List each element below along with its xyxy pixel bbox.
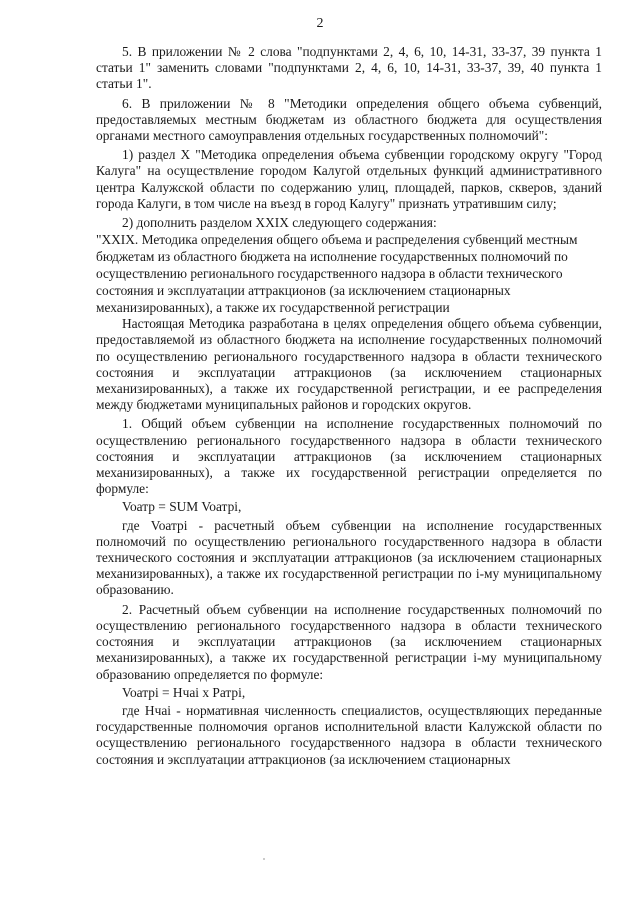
section-title-line: осуществлению регионального государственного надзора в области технического xyxy=(96,266,563,282)
section-title-line: состояния и эксплуатации аттракционов (за исключением стационарных xyxy=(96,283,511,299)
paragraph-where-2: где Нчаi - нормативная численность специалистов, осуществляющих переданные государственные полномочия органов исполнительной власти Калужской области по осуществлению регионального государственного надзора в области технического состояния и эксплуатации аттракционов (за исключением стационарных xyxy=(96,702,602,767)
formula-total: Voатр = SUM Voатрi, xyxy=(122,499,242,515)
paragraph-subitem-2: 2) дополнить разделом XXIX следующего содержания: xyxy=(122,215,437,231)
paragraph-intro: Настоящая Методика разработана в целях определения общего объема субвенции, предоставляемой из областного бюджета на исполнение государственных полномочий по осуществлению регионального государственного надзора в области технического состояния и эксплуатации аттракционов (за исключением стационарных механизированных), а также их государственной регистрации, и ее распределения между бюджетами муниципальных районов и городских округов. xyxy=(96,316,602,413)
paragraph-item-6: 6. В приложении № 8 "Методики определения общего объема субвенций, предоставляемых местным бюджетам из областного бюджета для осуществления органами местного самоуправления отдельных государственных полномочий": xyxy=(96,95,602,144)
section-title-line: механизированных), а также их государственной регистрации xyxy=(96,300,450,316)
formula-municipal: Voатрi = Нчаi x Ратрi, xyxy=(122,684,246,700)
page-number: 2 xyxy=(316,16,324,31)
paragraph-subitem-1: 1) раздел X "Методика определения объема субвенции городскому округу "Город Калуга" на осуществление городом Калугой отдельных функций административного центра Калужской области по содержанию улиц, площадей, парков, скверов, зданий города Калуги, в том числе на въезд в город Калугу" признать утратившим силу; xyxy=(96,147,602,211)
scan-speck xyxy=(263,858,265,860)
section-title xyxy=(96,231,602,316)
document-body xyxy=(96,44,602,768)
section-title-line: бюджетам из областного бюджета на исполнение государственных полномочий по xyxy=(96,249,568,265)
paragraph-point-1: 1. Общий объем субвенции на исполнение государственных полномочий по осуществлению регионального государственного надзора в области технического состояния и эксплуатации аттракционов (за исключением стационарных механизированных), а также их государственной регистрации определяется по формуле: xyxy=(96,416,602,497)
paragraph-where-1: где Voатрi - расчетный объем субвенции на исполнение государственных полномочий по осуществлению регионального государственного надзора в области технического состояния и эксплуатации аттракционов (за исключением стационарных механизированных), а также их государственной регистрации по i-му муниципальному образованию. xyxy=(96,517,602,598)
paragraph-item-5: 5. В приложении № 2 слова "подпунктами 2, 4, 6, 10, 14-31, 33-37, 39 пункта 1 статьи 1" заменить словами "подпунктами 2, 4, 6, 10, 14-31, 33-37, 39, 40 пункта 1 статьи 1". xyxy=(96,44,602,92)
paragraph-point-2: 2. Расчетный объем субвенции на исполнение государственных полномочий по осуществлению регионального государственного надзора в области технического состояния и эксплуатации аттракционов (за исключением стационарных механизированных), а также их государственной регистрации i-му муниципальному образованию определяется по формуле: xyxy=(96,601,602,682)
section-title-line: "XXIX. Методика определения общего объема и распределения субвенций местным xyxy=(96,232,578,248)
